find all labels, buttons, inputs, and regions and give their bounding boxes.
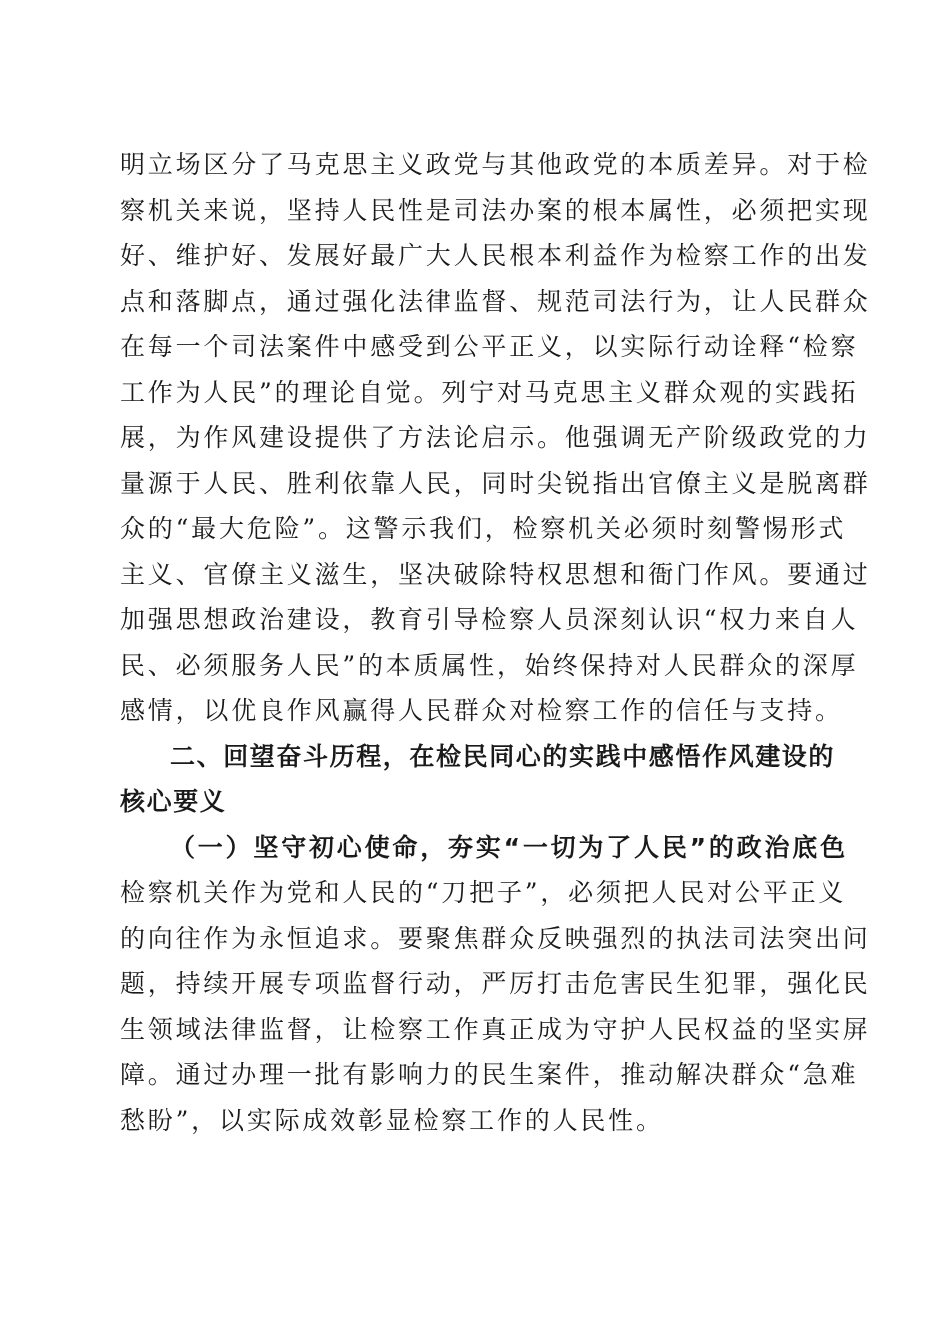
- text-line: 愁盼”，以实际成效彰显检察工作的人民性。: [120, 1105, 664, 1135]
- text-line: 在每一个司法案件中感受到公平正义，以实际行动诠释“检察: [120, 332, 859, 361]
- text-line: 的向往作为永恒追求。要聚焦群众反映强烈的执法司法突出问: [120, 923, 871, 953]
- text-line: 主义、官僚主义滋生，坚决破除特权思想和衙门作风。要通过: [120, 559, 871, 589]
- text-line: 量源于人民、胜利依靠人民，同时尖锐指出官僚主义是脱离群: [120, 468, 871, 498]
- text-line: 展，为作风建设提供了方法论启示。他强调无产阶级政党的力: [120, 423, 871, 452]
- sub-heading: （一）坚守初心使命，夯实“一切为了人民”的政治底色: [170, 832, 848, 862]
- text-line: 民、必须服务人民”的本质属性，始终保持对人民群众的深厚: [120, 650, 859, 680]
- section-heading: [120, 734, 836, 825]
- text-line: 生领域法律监督，让检察工作真正成为守护人民权益的坚实屏: [120, 1014, 871, 1044]
- document-page: [120, 142, 871, 1143]
- section-heading-line: 二、回望奋斗历程，在检民同心的实践中感悟作风建设的: [170, 741, 836, 771]
- text-line: 题，持续开展专项监督行动，严厉打击危害民生犯罪，强化民: [120, 969, 871, 998]
- text-line: 工作为人民”的理论自觉。列宁对马克思主义群众观的实践拓: [120, 377, 859, 407]
- section-heading-line: 核心要义: [120, 787, 227, 816]
- text-line: 察机关来说，坚持人民性是司法办案的根本属性，必须把实现: [120, 195, 871, 225]
- text-line: 好、维护好、发展好最广大人民根本利益作为检察工作的出发: [120, 241, 871, 270]
- text-line: 感情，以优良作风赢得人民群众对检察工作的信任与支持。: [120, 696, 843, 725]
- text-line: 点和落脚点，通过强化法律监督、规范司法行为，让人民群众: [120, 286, 871, 316]
- text-line: 障。通过办理一批有影响力的民生案件，推动解决群众“急难: [120, 1060, 859, 1089]
- text-line: 众的“最大危险”。这警示我们，检察机关必须时刻警惕形式: [120, 514, 847, 543]
- paragraph-body-2: [120, 825, 871, 1144]
- paragraph-body-1: [120, 142, 871, 734]
- text-line: 加强思想政治建设，教育引导检察人员深刻认识“权力来自人: [120, 605, 859, 634]
- text-line: 检察机关作为党和人民的“刀把子”，必须把人民对公平正义: [120, 878, 847, 907]
- text-line: 明立场区分了马克思主义政党与其他政党的本质差异。对于检: [120, 150, 871, 179]
